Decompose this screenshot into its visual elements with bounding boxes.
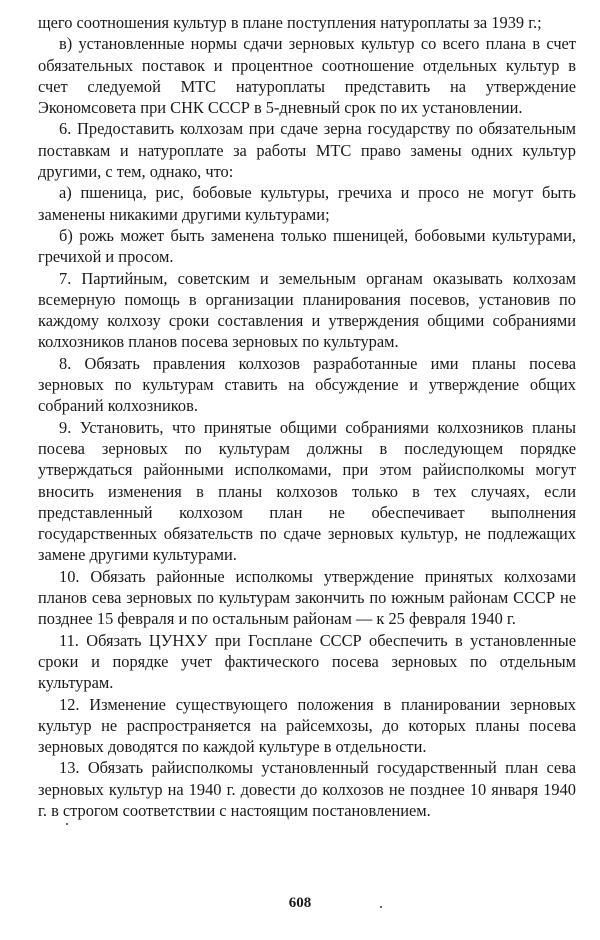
- paragraph-continuation: щего соотношения культур в плане поступления натуроплаты за 1939 г.;: [38, 13, 542, 32]
- paragraph-item-7: 7. Партийным, советским и земельным органам оказывать колхозам всемерную помощь в организации планирования посевов, установив по каждому колхозу сроки составления и утверждения общими собраниями колхозников планов посева зерновых по культурам.: [38, 268, 576, 352]
- paragraph-item-a: а) пшеница, рис, бобовые культуры, гречиха и просо не могут быть заменены никакими другими культурами;: [38, 183, 576, 224]
- page-number: 608: [288, 895, 312, 911]
- paragraph-item-b: б) рожь может быть заменена только пшеницей, бобовыми культурами, гречихой и просом.: [38, 225, 576, 267]
- paragraph-item-9: 9. Установить, что принятые общими собраниями колхозников планы посева зерновых по культурам должны в последующем порядке утверждаться районными исполкомами, при этом райисполкомы могут вносить изменения в планы колхозов только в тех случаях, если представленный колхозом план не обеспечивает выполнения государственных обязательств по сдаче зерновых культур, не подлежащих замене другими культурами.: [38, 417, 576, 565]
- paragraph-item-6: 6. Предоставить колхозам при сдаче зерна государству по обязательным поставкам и натуроплате за работы МТС право замены одних культур другими, с тем, однако, что:: [38, 119, 576, 182]
- scan-speck: [66, 823, 68, 825]
- paragraph-item-12: 12. Изменение существующего положения в планировании зерновых культур не распространяется на райсемхозы, до которых планы посева зерновых доводятся по каждой культуре в отдельности.: [38, 694, 576, 757]
- page-body: [38, 12, 576, 821]
- paragraph-item-10: 10. Обязать районные исполкомы утверждение принятых колхозами планов сева зерновых по культурам закончить по южным районам СССР не позднее 15 февраля и по остальным районам — к 25 февраля 1940 г.: [38, 566, 576, 629]
- paragraph-item-11: 11. Обязать ЦУНХУ при Госплане СССР обеспечить в установленные сроки и порядке учет фактического посева зерновых по отдельным культурам.: [38, 630, 576, 693]
- paragraph-item-v: в) установленные нормы сдачи зерновых культур со всего плана в счет обязательных поставок и процентное соотношение отдельных культур в счет следуемой МТС натуроплаты представить на утверждение Экономсовета при СНК СССР в 5-дневный срок по их установлении.: [38, 34, 576, 118]
- paragraph-item-8: 8. Обязать правления колхозов разработанные ими планы посева зерновых по культурам ставить на обсуждение и утверждение общих собраний колхозников.: [38, 353, 576, 416]
- paragraph-item-13: 13. Обязать райисполкомы установленный государственный план сева зерновых культур на 1940 г. довести до колхозов не позднее 10 января 1940 г. в строгом соответствии с настоящим постановлением.: [38, 758, 576, 820]
